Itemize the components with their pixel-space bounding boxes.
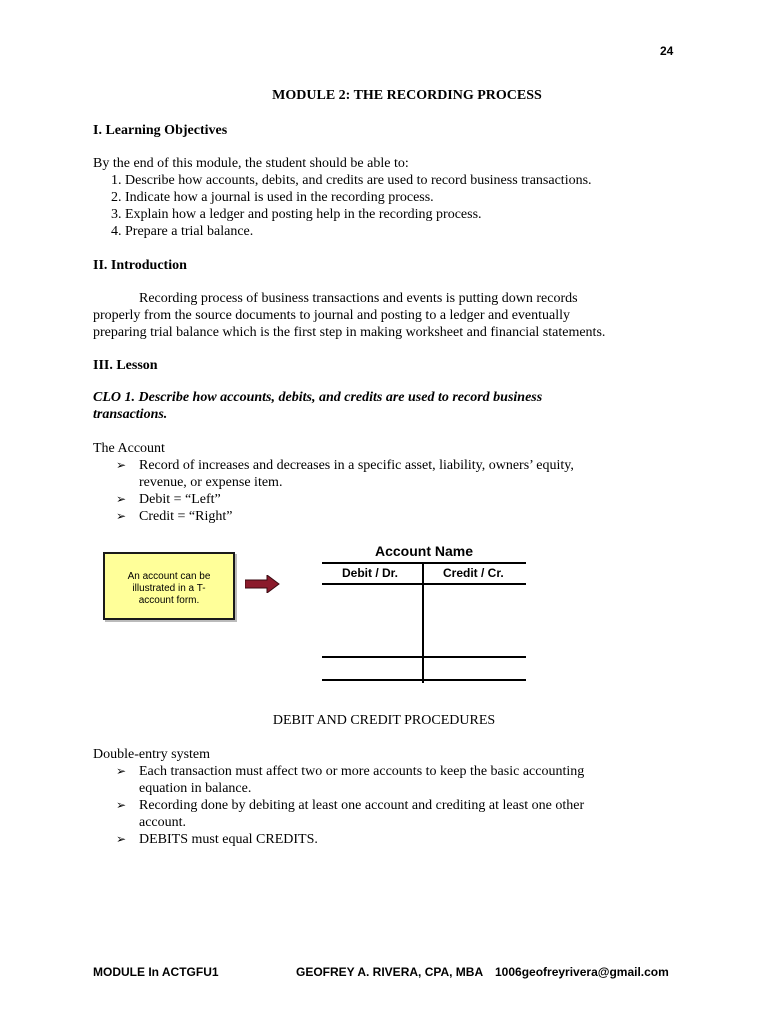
clo-1-heading xyxy=(93,389,633,423)
procedure-bullet-2-cont xyxy=(116,814,584,831)
procedure-bullet-1 xyxy=(116,763,584,780)
callout-line-1: An account can be xyxy=(127,571,211,582)
lesson-heading: III. Lesson xyxy=(93,358,158,373)
account-bullet-1 xyxy=(116,457,574,474)
t-account-total-rule xyxy=(322,656,526,658)
arrowhead-bullet-icon: ➢ xyxy=(116,458,127,472)
arrowhead-bullet-icon: ➢ xyxy=(116,832,127,846)
objective-item-1: 1. Describe how accounts, debits, and credits are used to record business transactions. xyxy=(111,173,592,188)
introduction-line-1: Recording process of business transactions and events is putting down records xyxy=(139,291,578,306)
objective-item-4: 4. Prepare a trial balance. xyxy=(111,224,254,239)
account-bullet-1-cont xyxy=(116,474,574,491)
arrowhead-bullet-icon: ➢ xyxy=(116,509,127,523)
callout-line-3: account form. xyxy=(138,595,200,606)
objective-item-3: 3. Explain how a ledger and posting help in the recording process. xyxy=(111,207,482,222)
clo-1-line-2: transactions. xyxy=(93,407,168,422)
t-account-diagram xyxy=(322,543,526,683)
introduction-line-2: properly from the source documents to journal and posting to a ledger and eventually xyxy=(93,308,571,323)
callout-line-2: illustrated in a T- xyxy=(132,583,206,594)
clo-1-line-1: CLO 1. Describe how accounts, debits, and credits are used to record business xyxy=(93,390,543,405)
procedure-bullet-1-text: Each transaction must affect two or more accounts to keep the basic accounting xyxy=(139,764,585,779)
account-label: The Account xyxy=(93,441,165,456)
introduction-line-3: preparing trial balance which is the first step in making worksheet and financial statements. xyxy=(93,325,606,340)
procedure-bullet-2-text: Recording done by debiting at least one account and crediting at least one other xyxy=(139,798,585,813)
arrowhead-bullet-icon: ➢ xyxy=(116,764,127,778)
right-arrow-icon xyxy=(245,575,281,593)
arrowhead-bullet-icon: ➢ xyxy=(116,492,127,506)
objectives-heading: I. Learning Objectives xyxy=(93,123,228,138)
account-bullet-1-cont-text: revenue, or expense item. xyxy=(139,475,283,490)
introduction-heading: II. Introduction xyxy=(93,258,187,273)
account-bullet-2 xyxy=(116,491,574,508)
account-bullet-1-text: Record of increases and decreases in a specific asset, liability, owners’ equity, xyxy=(139,458,574,473)
introduction-paragraph xyxy=(93,290,673,341)
double-entry-label: Double-entry system xyxy=(93,747,211,762)
procedure-bullet-2-cont-text: account. xyxy=(139,815,187,830)
module-title: MODULE 2: THE RECORDING PROCESS xyxy=(272,88,542,103)
procedure-bullet-3 xyxy=(116,831,584,848)
objective-item-2: 2. Indicate how a journal is used in the recording process. xyxy=(111,190,434,205)
objectives-intro: By the end of this module, the student should be able to: xyxy=(93,156,409,171)
procedures-bullet-list xyxy=(116,763,584,848)
procedure-bullet-3-text: DEBITS must equal CREDITS. xyxy=(139,832,318,847)
procedure-bullet-1-cont-text: equation in balance. xyxy=(139,781,252,796)
t-account-header-rule xyxy=(322,583,526,585)
footer-module: MODULE In ACTGFU1 xyxy=(93,965,219,979)
t-account-center-rule xyxy=(422,562,424,683)
arrowhead-bullet-icon: ➢ xyxy=(116,798,127,812)
credit-column-header: Credit / Cr. xyxy=(443,566,504,580)
procedures-title: DEBIT AND CREDIT PROCEDURES xyxy=(272,713,496,728)
debit-column-header: Debit / Dr. xyxy=(342,566,399,580)
t-account-top-rule xyxy=(322,562,526,564)
t-account-callout-box xyxy=(103,552,235,620)
procedure-bullet-2 xyxy=(116,797,584,814)
t-account-title: Account Name xyxy=(374,543,474,559)
procedure-bullet-1-cont xyxy=(116,780,584,797)
account-bullet-3-text: Credit = “Right” xyxy=(139,509,233,524)
t-account-bottom-rule xyxy=(322,679,526,681)
footer-author: GEOFREY A. RIVERA, CPA, MBA xyxy=(296,965,484,979)
account-bullet-list xyxy=(116,457,574,525)
footer-email: 1006geofreyrivera@gmail.com xyxy=(495,965,669,979)
page-number: 24 xyxy=(660,44,674,58)
account-bullet-3 xyxy=(116,508,574,525)
account-bullet-2-text: Debit = “Left” xyxy=(139,492,221,507)
